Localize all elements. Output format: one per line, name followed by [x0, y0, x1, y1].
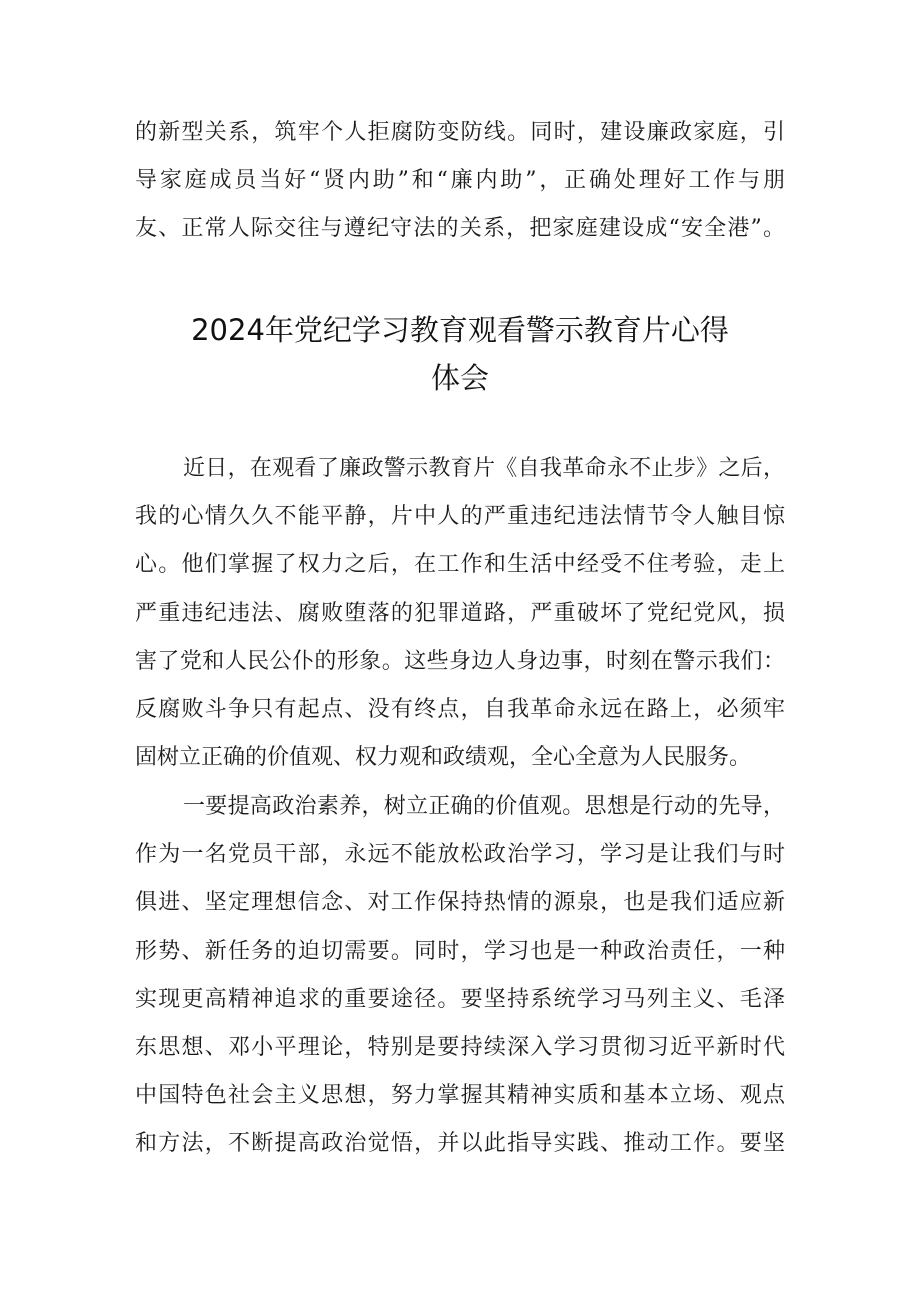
paragraph-line: 严重违纪违法、腐败堕落的犯罪道路，严重破坏了党纪党风，损 — [135, 600, 785, 626]
paragraph-line: 东思想、邓小平理论，特别是要持续深入学习贯彻习近平新时代 — [135, 1035, 785, 1061]
paragraph-line: 和方法，不断提高政治觉悟，并以此指导实践、推动工作。要坚 — [135, 1131, 785, 1157]
paragraph-line: 友、正常人际交往与遵纪守法的关系，把家庭建设成“安全港”。 — [135, 216, 785, 242]
paragraph-line: 我的心情久久不能平静，片中人的严重违纪违法情节令人触目惊 — [135, 504, 785, 530]
title-line-1: 2024年党纪学习教育观看警示教育片心得 — [191, 313, 729, 347]
paragraph-1 — [135, 445, 785, 782]
top-paragraph — [135, 109, 785, 254]
document-title — [60, 306, 860, 402]
paragraph-line: 害了党和人民公仆的形象。这些身边人身边事，时刻在警示我们： — [135, 648, 785, 674]
paragraph-line: 作为一名党员干部，永远不能放松政治学习，学习是让我们与时 — [135, 842, 785, 868]
title-line-2: 体会 — [430, 361, 489, 395]
paragraph-line: 俱进、坚定理想信念、对工作保持热情的源泉，也是我们适应新 — [135, 890, 785, 916]
paragraph-line: 反腐败斗争只有起点、没有终点，自我革命永远在路上，必须牢 — [135, 697, 785, 723]
paragraph-line: 一要提高政治素养，树立正确的价值观。思想是行动的先导， — [183, 794, 785, 819]
paragraph-2 — [135, 783, 785, 1169]
paragraph-line: 的新型关系，筑牢个人拒腐防变防线。同时，建设廉政家庭，引 — [135, 120, 785, 145]
paragraph-line: 心。他们掌握了权力之后，在工作和生活中经受不住考验，走上 — [135, 552, 785, 578]
paragraph-line: 导家庭成员当好“贤内助”和“廉内助”，正确处理好工作与朋 — [135, 168, 785, 194]
paragraph-line: 形势、新任务的迫切需要。同时，学习也是一种政治责任，一种 — [135, 938, 785, 964]
paragraph-line: 近日，在观看了廉政警示教育片《自我革命永不止步》之后， — [183, 456, 785, 481]
paragraph-line: 实现更高精神追求的重要途径。要坚持系统学习马列主义、毛泽 — [135, 986, 785, 1012]
paragraph-line: 中国特色社会主义思想，努力掌握其精神实质和基本立场、观点 — [135, 1083, 785, 1109]
paragraph-line: 固树立正确的价值观、权力观和政绩观，全心全意为人民服务。 — [135, 745, 752, 771]
